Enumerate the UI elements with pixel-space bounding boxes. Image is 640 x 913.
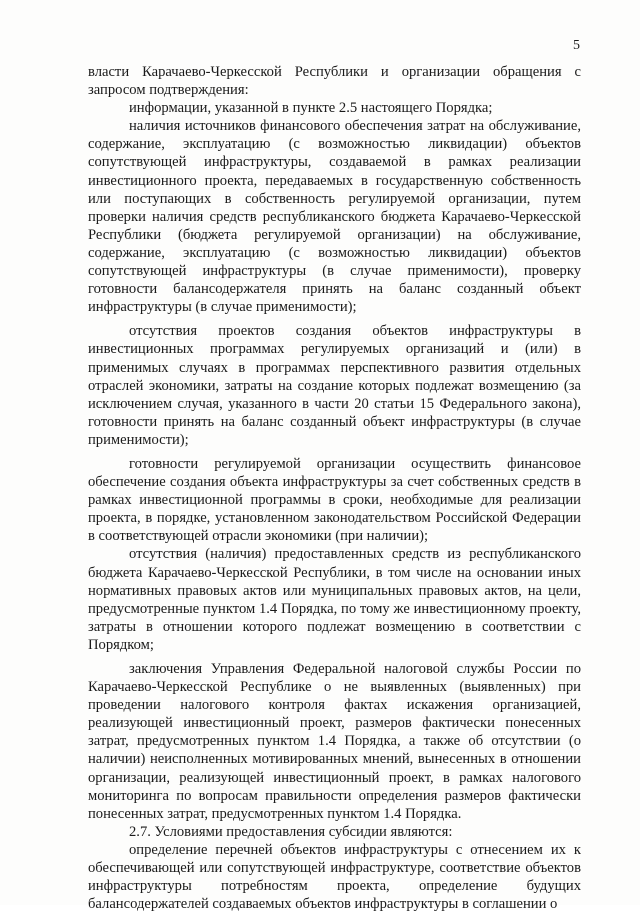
paragraph-information: информации, указанной в пункте 2.5 настоящего Порядка; xyxy=(129,100,493,117)
paragraph-infrastructure-lists: определение перечней объектов инфраструктуры с отнесением их к обеспечивающей или сопутствующей инфраструктуре, соответствие объектов инфраструктуры потребностям проекта, определение будущих балансодержателей создаваемых объектов инфраструктуры в соглашении о xyxy=(88,841,581,913)
paragraph-tax-service-conclusion: заключения Управления Федеральной налоговой службы России по Карачаево-Черкесской Республике о не выявленных (выявленных) при проведении налогового контроля фактах искажения организацией, реализующей инвестиционный проект, размеров фактически понесенных затрат, предусмотренных пунктом 1.4 Порядка, а также об отсутствии (о наличии) неисполненных мотивированных мнений, вынесенных в отношении организации, реализующей инвестиционный проект, в рамках налогового мониторинга по вопросам правильности определения размеров фактически понесенных затрат, предусмотренных пунктом 1.4 Порядка. xyxy=(88,661,581,822)
page-number: 5 xyxy=(573,38,580,53)
paragraph-budget-funds: отсутствия (наличия) предоставленных средств из республиканского бюджета Карачаево-Черкесской Республики, в том числе на основании иных нормативных правовых актов или муниципальных правовых актов, на цели, предусмотренные пунктом 1.4 Порядка, по тому же инвестиционному проекту, затраты в отношении которого подлежат возмещению в соответствии с Порядком; xyxy=(88,546,581,653)
paragraph-readiness: готовности регулируемой организации осуществить финансовое обеспечение создания объекта инфраструктуры за счет собственных средств в рамках инвестиционной программы в сроки, необходимые для реализации проекта, в порядке, установленном законодательством Российской Федерации в соответствующей отрасли экономики (при наличии); xyxy=(88,455,581,545)
paragraph-financing-sources: наличия источников финансового обеспечения затрат на обслуживание, содержание, эксплуатацию (с возможностью ликвидации) объектов сопутствующей инфраструктуры, создаваемой в рамках реализации инвестиционного проекта, передаваемых в государственную собственность или поступающих в собственность регулируемой организации, путем проверки наличия средств республиканского бюджета Карачаево-Черкесской Республики (бюджета регулируемой организации) на обслуживание, содержание, эксплуатацию (с возможностью ликвидации) объектов сопутствующей инфраструктуры (в случае применимости), проверку готовности балансодержателя принять на баланс созданный объект инфраструктуры (в случае применимости); xyxy=(88,118,581,316)
paragraph-absence-of-projects: отсутствия проектов создания объектов инфраструктуры в инвестиционных программах регулируемых организаций и (или) в применимых случаях в программах перспективного развития отдельных отраслей экономики, затраты на создание которых подлежат возмещению (за исключением случая, указанного в части 20 статьи 15 Федерального закона), готовности принять на баланс созданный объект инфраструктуры (в случае применимости); xyxy=(88,323,581,448)
paragraph-section-2-7: 2.7. Условиями предоставления субсидии являются: xyxy=(129,823,453,840)
document-body xyxy=(88,63,581,913)
paragraph-continuation: власти Карачаево-Черкесской Республики и организации обращения с запросом подтверждения: xyxy=(88,64,581,99)
